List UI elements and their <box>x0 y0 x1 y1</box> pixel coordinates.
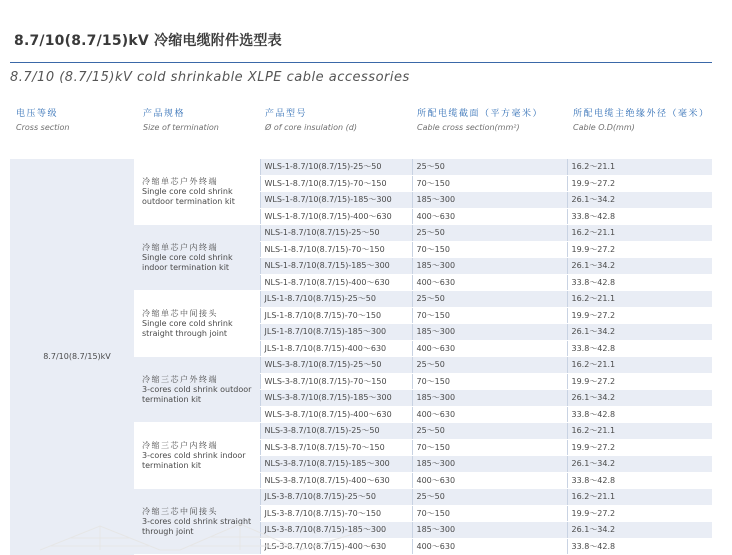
cross-section-cell: 25～50 <box>412 291 567 308</box>
product-spec-cell <box>134 357 260 423</box>
cross-section-cell: 185～300 <box>412 522 567 539</box>
header-model-zh: 产品型号 <box>265 109 308 119</box>
header-voltage <box>16 108 69 134</box>
cross-section-cell: 185～300 <box>412 456 567 473</box>
cable-od-cell: 26.1～34.2 <box>567 456 712 473</box>
cross-section-cell: 25～50 <box>412 489 567 506</box>
cable-od-cell: 26.1～34.2 <box>567 324 712 341</box>
model-cell: NLS-1-8.7/10(8.7/15)-400～630 <box>260 274 412 291</box>
cross-section-cell: 25～50 <box>412 225 567 242</box>
cross-section-cell: 185～300 <box>412 390 567 407</box>
cable-od-cell: 33.8～42.8 <box>567 208 712 225</box>
header-spec-en: Size of termination <box>143 123 219 132</box>
model-cell: JLS-3-8.7/10(8.7/15)-400～630 <box>260 538 412 555</box>
table-header <box>10 108 712 154</box>
model-cell: NLS-3-8.7/10(8.7/15)-25～50 <box>260 423 412 440</box>
header-model-en: Ø of core insulation (d) <box>265 123 357 132</box>
cross-section-cell: 400～630 <box>412 274 567 291</box>
cross-section-cell: 400～630 <box>412 340 567 357</box>
product-spec-zh: 冷缩三芯户外终端 <box>142 374 218 384</box>
model-cell: JLS-1-8.7/10(8.7/15)-25～50 <box>260 291 412 308</box>
header-cable-od-en: Cable O.D(mm) <box>573 123 635 132</box>
cross-section-cell: 185～300 <box>412 324 567 341</box>
voltage-class-cell: 8.7/10(8.7/15)kV <box>10 159 134 555</box>
product-spec-zh: 冷缩三芯中间接头 <box>142 506 218 516</box>
cable-od-cell: 16.2～21.1 <box>567 291 712 308</box>
cable-od-cell: 33.8～42.8 <box>567 274 712 291</box>
cross-section-cell: 25～50 <box>412 159 567 175</box>
cable-od-cell: 26.1～34.2 <box>567 258 712 275</box>
cable-od-cell: 16.2～21.1 <box>567 225 712 242</box>
product-spec-en: 3-cores cold shrink indoor termination kit <box>142 450 246 470</box>
cable-od-cell: 16.2～21.1 <box>567 489 712 506</box>
cable-od-cell: 19.9～27.2 <box>567 307 712 324</box>
cable-od-cell: 33.8～42.8 <box>567 406 712 423</box>
cable-od-cell: 33.8～42.8 <box>567 538 712 555</box>
model-cell: WLS-1-8.7/10(8.7/15)-185～300 <box>260 192 412 209</box>
header-voltage-en: Cross section <box>16 123 70 132</box>
model-cell: NLS-3-8.7/10(8.7/15)-185～300 <box>260 456 412 473</box>
header-cross-section-en: Cable cross section(mm²) <box>417 123 520 132</box>
page-title: 8.7/10(8.7/15)kV 冷缩电缆附件选型表 <box>14 33 282 49</box>
product-spec-zh: 冷缩单芯户内终端 <box>142 242 218 252</box>
cable-od-cell: 19.9～27.2 <box>567 439 712 456</box>
header-spec <box>143 108 219 134</box>
model-cell: JLS-3-8.7/10(8.7/15)-70～150 <box>260 505 412 522</box>
header-voltage-zh: 电压等级 <box>16 109 59 119</box>
model-cell: NLS-1-8.7/10(8.7/15)-185～300 <box>260 258 412 275</box>
cross-section-cell: 70～150 <box>412 373 567 390</box>
cable-od-cell: 16.2～21.1 <box>567 357 712 374</box>
model-cell: NLS-3-8.7/10(8.7/15)-70～150 <box>260 439 412 456</box>
cross-section-cell: 400～630 <box>412 208 567 225</box>
cross-section-cell: 25～50 <box>412 423 567 440</box>
cross-section-cell: 70～150 <box>412 175 567 192</box>
product-spec-zh: 冷缩单芯中间接头 <box>142 308 218 318</box>
cross-section-cell: 400～630 <box>412 472 567 489</box>
product-spec-en: Single core cold shrink indoor termination kit <box>142 252 233 272</box>
header-cable-od <box>573 108 710 134</box>
model-cell: WLS-3-8.7/10(8.7/15)-400～630 <box>260 406 412 423</box>
product-spec-zh: 冷缩单芯户外终端 <box>142 176 218 186</box>
cross-section-cell: 25～50 <box>412 357 567 374</box>
header-spec-zh: 产品规格 <box>143 109 186 119</box>
cable-od-cell: 26.1～34.2 <box>567 390 712 407</box>
cable-od-cell: 33.8～42.8 <box>567 472 712 489</box>
product-spec-cell <box>134 291 260 357</box>
model-cell: WLS-1-8.7/10(8.7/15)-70～150 <box>260 175 412 192</box>
page-subtitle: 8.7/10 (8.7/15)kV cold shrinkable XLPE cable accessories <box>10 70 410 85</box>
model-cell: JLS-3-8.7/10(8.7/15)-185～300 <box>260 522 412 539</box>
cable-od-cell: 19.9～27.2 <box>567 175 712 192</box>
model-cell: WLS-3-8.7/10(8.7/15)-25～50 <box>260 357 412 374</box>
cross-section-cell: 185～300 <box>412 258 567 275</box>
selection-table <box>10 159 712 555</box>
product-spec-en: Single core cold shrink outdoor termination kit <box>142 186 235 206</box>
cable-od-cell: 16.2～21.1 <box>567 423 712 440</box>
pylon-watermark <box>40 520 360 552</box>
cable-od-cell: 19.9～27.2 <box>567 373 712 390</box>
header-cross-section <box>417 108 543 134</box>
model-cell: JLS-1-8.7/10(8.7/15)-185～300 <box>260 324 412 341</box>
model-cell: NLS-1-8.7/10(8.7/15)-70～150 <box>260 241 412 258</box>
model-cell: WLS-1-8.7/10(8.7/15)-400～630 <box>260 208 412 225</box>
product-spec-cell <box>134 159 260 225</box>
cross-section-cell: 70～150 <box>412 241 567 258</box>
product-spec-en: 3-cores cold shrink outdoor termination kit <box>142 384 252 404</box>
cross-section-cell: 400～630 <box>412 406 567 423</box>
cross-section-cell: 70～150 <box>412 505 567 522</box>
title-rule <box>10 62 712 63</box>
cross-section-cell: 185～300 <box>412 192 567 209</box>
product-spec-en: 3-cores cold shrink straight through joint <box>142 516 252 536</box>
header-model <box>265 108 357 134</box>
product-spec-en: Single core cold shrink straight through joint <box>142 318 233 338</box>
cable-od-cell: 16.2～21.1 <box>567 159 712 175</box>
cable-od-cell: 19.9～27.2 <box>567 241 712 258</box>
model-cell: NLS-3-8.7/10(8.7/15)-400～630 <box>260 472 412 489</box>
product-spec-zh: 冷缩三芯户内终端 <box>142 440 218 450</box>
cable-od-cell: 26.1～34.2 <box>567 192 712 209</box>
model-cell: NLS-1-8.7/10(8.7/15)-25～50 <box>260 225 412 242</box>
model-cell: JLS-1-8.7/10(8.7/15)-70～150 <box>260 307 412 324</box>
cable-od-cell: 26.1～34.2 <box>567 522 712 539</box>
model-cell: WLS-1-8.7/10(8.7/15)-25～50 <box>260 159 412 175</box>
cross-section-cell: 70～150 <box>412 307 567 324</box>
model-cell: WLS-3-8.7/10(8.7/15)-185～300 <box>260 390 412 407</box>
header-cable-od-zh: 所配电缆主绝缘外径（毫米） <box>573 109 710 119</box>
table-row <box>10 159 712 175</box>
cross-section-cell: 70～150 <box>412 439 567 456</box>
model-cell: WLS-3-8.7/10(8.7/15)-70～150 <box>260 373 412 390</box>
header-cross-section-zh: 所配电缆截面（平方毫米） <box>417 109 544 119</box>
model-cell: JLS-3-8.7/10(8.7/15)-25～50 <box>260 489 412 506</box>
product-spec-cell <box>134 225 260 291</box>
cable-od-cell: 33.8～42.8 <box>567 340 712 357</box>
cable-od-cell: 19.9～27.2 <box>567 505 712 522</box>
model-cell: JLS-1-8.7/10(8.7/15)-400～630 <box>260 340 412 357</box>
cross-section-cell: 400～630 <box>412 538 567 555</box>
product-spec-cell <box>134 423 260 489</box>
